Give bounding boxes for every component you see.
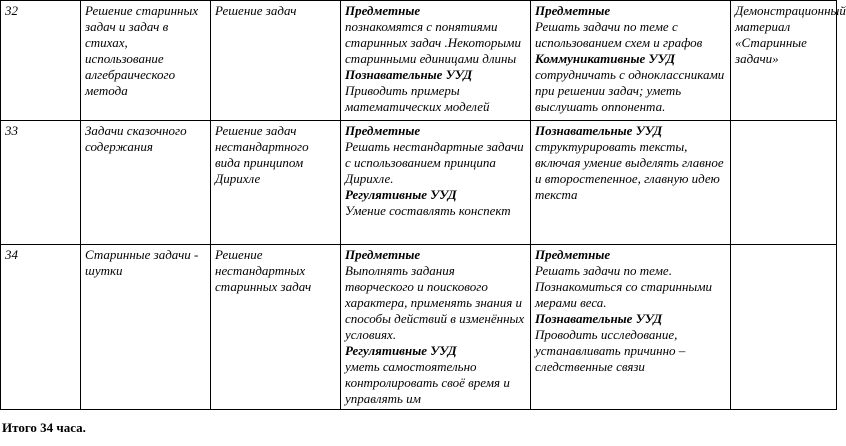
lesson-type: Решение нестандартных старинных задач [211, 245, 341, 410]
lesson-type: Решение задач [211, 1, 341, 121]
lesson-number: 33 [1, 121, 81, 245]
lesson-results [531, 245, 731, 410]
results-heading: Познавательные УУД [535, 311, 663, 326]
lesson-extra [731, 245, 837, 410]
results-text: Решать задачи по теме. Познакомиться со старинными мерами веса. [535, 263, 713, 310]
lesson-topic: Задачи сказочного содержания [81, 121, 211, 245]
content-heading: Познавательные УУД [345, 67, 473, 82]
results-heading: Предметные [535, 247, 611, 262]
content-text: уметь самостоятельно контролировать своё время и управлять им [345, 359, 510, 406]
lesson-results [531, 1, 731, 121]
results-text: Проводить исследование, устанавливать причинно – следственные связи [535, 327, 686, 374]
content-heading: Предметные [345, 3, 421, 18]
content-text: познакомятся с понятиями старинных задач .Некоторыми старинными единицами длины [345, 19, 521, 66]
results-heading: Коммуникативные УУД [535, 51, 675, 66]
content-heading: Регулятивные УУД [345, 343, 457, 358]
content-text: Приводить примеры математических моделей [345, 83, 490, 114]
table-row [1, 1, 837, 121]
total-hours: Итого 34 часа. [2, 420, 86, 435]
lesson-topic: Решение старинных задач и задач в стихах, использование алгебраического метода [81, 1, 211, 121]
content-text: Умение составлять конспект [345, 203, 511, 218]
results-text: Решать задачи по теме с использованием схем и графов [535, 19, 703, 50]
results-heading: Познавательные УУД [535, 123, 663, 138]
content-text: Решать нестандартные задачи с использованием принципа Дирихле. [345, 139, 524, 186]
results-text: структурировать тексты, включая умение выделять главное и второстепенное, главную идею текста [535, 139, 724, 202]
lesson-content [341, 121, 531, 245]
lesson-topic: Старинные задачи - шутки [81, 245, 211, 410]
lesson-results [531, 121, 731, 245]
content-text: Выполнять задания творческого и поискового характера, применять знания и способы действий в изменённых условиях. [345, 263, 525, 342]
lesson-content [341, 245, 531, 410]
table-row [1, 121, 837, 245]
lesson-extra [731, 121, 837, 245]
content-heading: Предметные [345, 123, 421, 138]
lesson-number: 34 [1, 245, 81, 410]
lesson-content [341, 1, 531, 121]
content-heading: Предметные [345, 247, 421, 262]
table-row [1, 245, 837, 410]
lesson-number: 32 [1, 1, 81, 121]
results-text: сотрудничать с одноклассниками при решении задач; уметь выслушать оппонента. [535, 67, 725, 114]
lesson-type: Решение задач нестандартного вида принципом Дирихле [211, 121, 341, 245]
lesson-extra: Демонстрационный материал «Старинные задачи» [731, 1, 837, 121]
content-heading: Регулятивные УУД [345, 187, 457, 202]
results-heading: Предметные [535, 3, 611, 18]
